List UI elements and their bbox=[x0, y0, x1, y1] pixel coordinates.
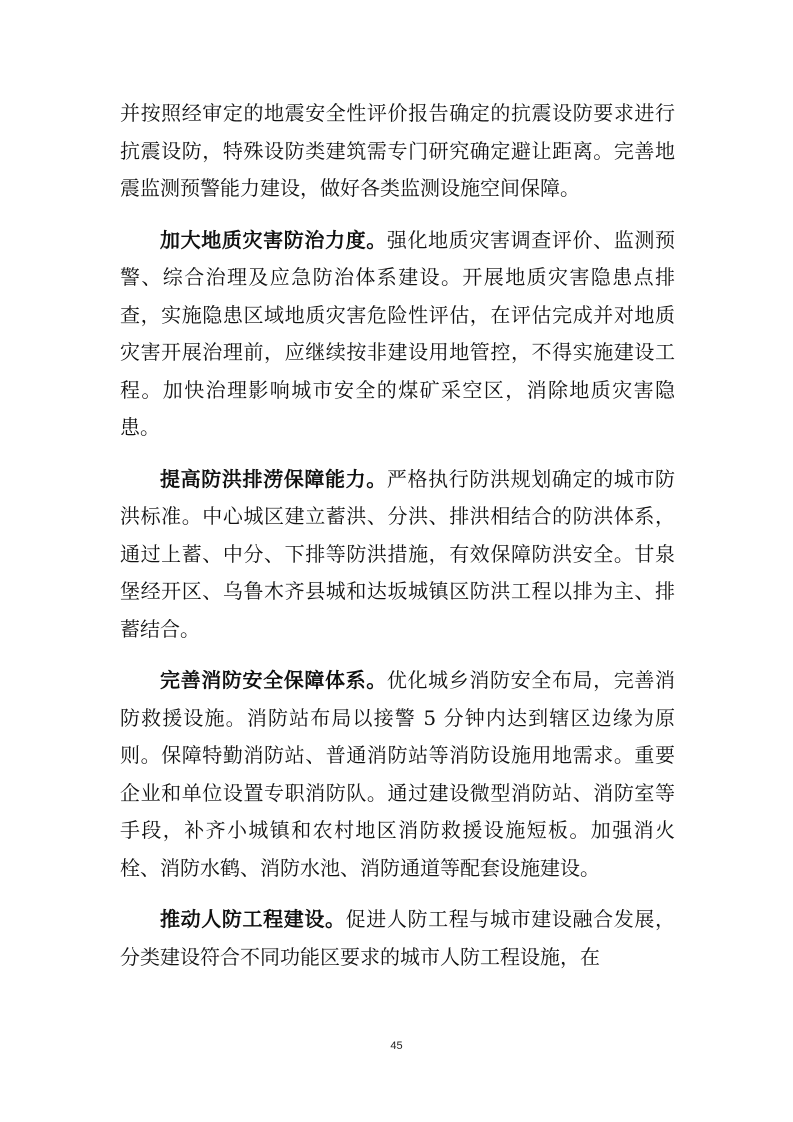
paragraph-2-heading: 加大地质灾害防治力度。 bbox=[160, 227, 387, 252]
paragraph-5-heading: 推动人防工程建设。 bbox=[160, 907, 346, 931]
paragraph-3-text: 严格执行防洪规划确定的城市防洪标准。中心城区建立蓄洪、分洪、排洪相结合的防洪体系，通过上蓄、中分、下排等防洪措施，有效保障防洪安全。甘泉堡经开区、乌鲁木齐县城和达坂城镇区防洪工程以排为主、排蓄结合。 bbox=[120, 466, 675, 641]
paragraph-1 bbox=[120, 95, 675, 208]
paragraph-4-heading: 完善消防安全保障体系。 bbox=[160, 668, 387, 692]
paragraph-5 bbox=[120, 901, 675, 976]
page-number: 45 bbox=[390, 1040, 403, 1052]
paragraph-3-heading: 提高防洪排涝保障能力。 bbox=[160, 466, 387, 491]
paragraph-4 bbox=[120, 662, 675, 887]
paragraph-3 bbox=[120, 461, 675, 649]
paragraph-2-text: 强化地质灾害调查评价、监测预警、综合治理及应急防治体系建设。开展地质灾害隐患点排查，实施隐患区域地质灾害危险性评估，在评估完成并对地质灾害开展治理前，应继续按非建设用地管控，不得实施建设工程。加快治理影响城市安全的煤矿采空区，消除地质灾害隐患。 bbox=[120, 227, 675, 439]
paragraph-2 bbox=[120, 222, 675, 447]
paragraph-5-text: 促进人防工程与城市建设融合发展，分类建设符合不同功能区要求的城市人防工程设施，在 bbox=[120, 907, 675, 969]
paragraph-1-text: 并按照经审定的地震安全性评价报告确定的抗震设防要求进行抗震设防，特殊设防类建筑需专门研究确定避让距离。完善地震监测预警能力建设，做好各类监测设施空间保障。 bbox=[120, 101, 675, 200]
body-text bbox=[120, 95, 675, 990]
paragraph-4-text: 优化城乡消防安全布局，完善消防救援设施。消防站布局以接警 5 分钟内达到辖区边缘为原则。保障特勤消防站、普通消防站等消防设施用地需求。重要企业和单位设置专职消防队。通过建设微型消防站、消防室等手段，补齐小城镇和农村地区消防救援设施短板。加强消火栓、消防水鹤、消防水池、消防通道等配套设施建设。 bbox=[120, 668, 675, 880]
